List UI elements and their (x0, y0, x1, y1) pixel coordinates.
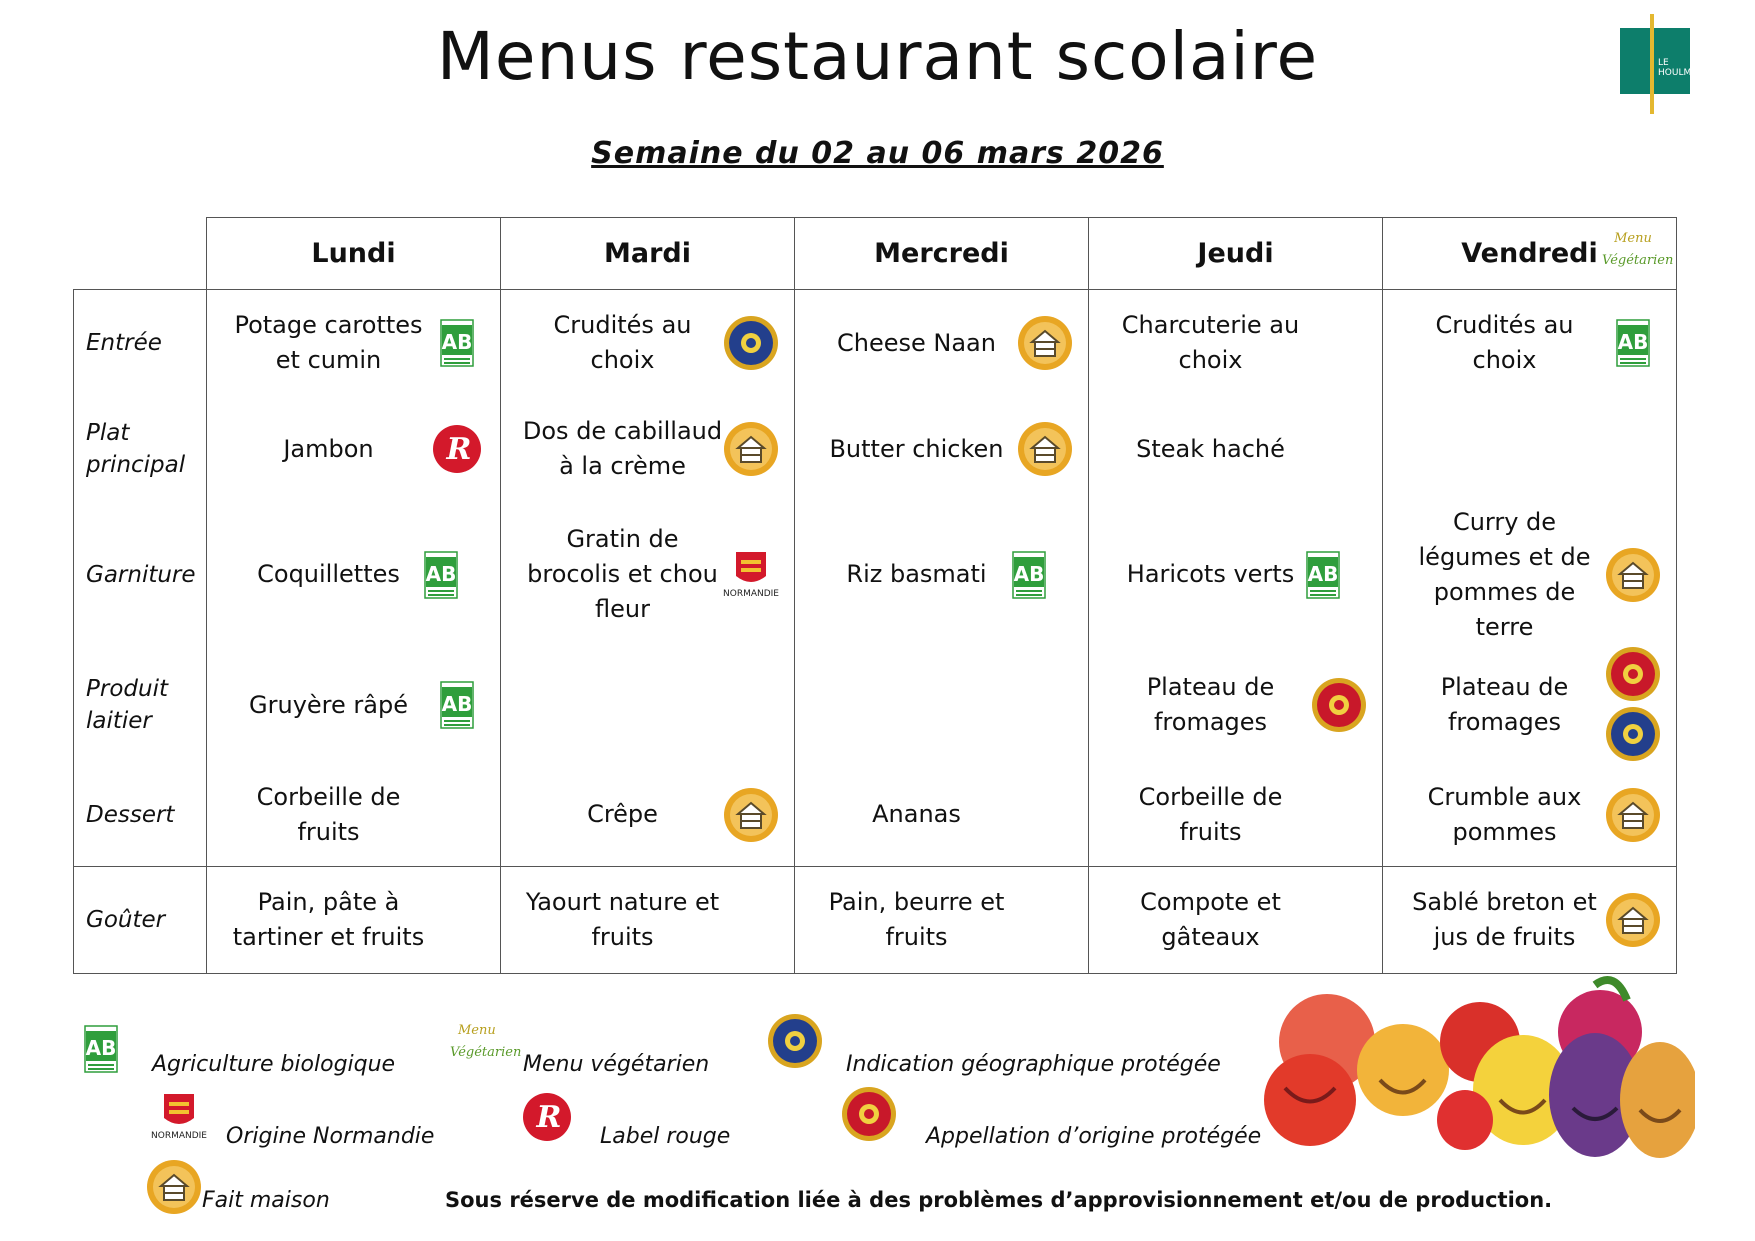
label-gouter: Goûter (86, 907, 166, 933)
igp-icon (722, 314, 780, 372)
row-labels (74, 290, 207, 867)
aop-icon (840, 1085, 898, 1143)
menu-cell: Dos de cabillaud à la crème (501, 396, 794, 502)
bio-ab-icon (412, 546, 470, 604)
day-column-jeudi (1089, 290, 1383, 867)
header-row (74, 218, 1677, 290)
legend-vegetarien: Menu végétarien (523, 1052, 710, 1077)
week-subtitle: Semaine du 02 au 06 mars 2026 (591, 136, 1164, 171)
label-entree: Entrée (86, 330, 162, 356)
menu-cell (795, 647, 1088, 763)
label-rouge-icon (428, 420, 486, 478)
menu-cell: Compote et gâteaux (1140, 888, 1281, 951)
menu-cell: Jambon (207, 396, 500, 502)
menu-cell: Sablé breton et jus de fruits (1383, 867, 1676, 973)
aop-icon (1310, 676, 1368, 734)
fait-maison-icon (722, 786, 780, 844)
label-dessert: Dessert (86, 801, 175, 828)
legend-bio: Agriculture biologique (152, 1052, 396, 1077)
fruits-vegetables-illustration (1255, 970, 1695, 1170)
fait-maison-icon (722, 420, 780, 478)
legend-fait-maison: Fait maison (202, 1188, 330, 1213)
menu-cell: Coquillettes (207, 502, 500, 647)
label-plat: Plat principal (86, 420, 186, 478)
menu-cell: Ananas (872, 800, 961, 828)
menu-cell (1383, 396, 1676, 502)
bio-ab-icon (1604, 314, 1662, 372)
day-header-mercredi: Mercredi (795, 218, 1089, 290)
menu-cell (501, 647, 794, 763)
legend-label-rouge: Label rouge (600, 1124, 731, 1149)
menu-cell: Corbeille de fruits (256, 782, 401, 846)
menu-cell: Crudités au choix (501, 290, 794, 396)
day-header-lundi: Lundi (207, 218, 501, 290)
gouter-row (74, 867, 1677, 974)
menu-cell: Gruyère râpé (207, 647, 500, 763)
day-header-mardi: Mardi (501, 218, 795, 290)
menu-cell: Crudités au choix (1383, 290, 1676, 396)
day-header-jeudi: Jeudi (1089, 218, 1383, 290)
bio-ab-icon (72, 1020, 130, 1078)
day-column-mercredi (795, 290, 1089, 867)
menu-cell: Plateau de fromages (1383, 647, 1676, 763)
label-laitier: Produit laitier (86, 676, 168, 734)
menu-cell: Cheese Naan (795, 290, 1088, 396)
bio-ab-icon (1000, 546, 1058, 604)
menu-cell: Yaourt nature et fruits (525, 888, 720, 951)
normandie-icon (722, 546, 780, 604)
menu-cell: Riz basmati (795, 502, 1088, 647)
menu-cell: Steak haché (1136, 434, 1285, 463)
fait-maison-icon (1604, 891, 1662, 949)
fait-maison-icon (1016, 314, 1074, 372)
menu-cell: Plateau de fromages (1089, 647, 1382, 763)
menu-cell: Corbeille de fruits (1138, 782, 1283, 846)
normandie-icon (150, 1088, 208, 1146)
menu-cell: Potage carottes et cumin (207, 290, 500, 396)
aop-icon (1604, 645, 1662, 703)
page-title: Menus restaurant scolaire (436, 18, 1319, 95)
igp-icon (1604, 705, 1662, 763)
menu-cell: Gratin de brocolis et chou fleur (501, 502, 794, 647)
legend-normandie: Origine Normandie (226, 1124, 435, 1149)
fait-maison-icon (1016, 420, 1074, 478)
legend-aop: Appellation d’origine protégée (926, 1124, 1262, 1149)
day-column-lundi (207, 290, 501, 867)
label-rouge-icon (518, 1088, 576, 1146)
bio-ab-icon (428, 676, 486, 734)
label-garniture: Garniture (86, 561, 196, 588)
disclaimer-note: Sous réserve de modification liée à des problèmes d’approvisionnement et/ou de production. (445, 1188, 1553, 1212)
menu-body (74, 290, 1677, 867)
fait-maison-icon (1604, 546, 1662, 604)
menu-cell: Crumble aux pommes (1383, 763, 1676, 866)
menu-table (73, 217, 1677, 974)
menu-vegetarien-icon: Menu Végétarien (1602, 231, 1674, 268)
legend-igp: Indication géographique protégée (846, 1052, 1221, 1077)
fait-maison-icon (1604, 786, 1662, 844)
menu-vegetarien-icon: Menu Végétarien (450, 1023, 522, 1060)
menu-cell: Charcuterie au choix (1121, 311, 1300, 374)
menu-cell: Curry de légumes et de pommes de terre (1383, 502, 1676, 647)
fait-maison-icon (145, 1158, 203, 1216)
day-column-mardi (501, 290, 795, 867)
igp-icon (766, 1012, 824, 1070)
menu-cell: Crêpe (501, 763, 794, 866)
menu-cell: Butter chicken (795, 396, 1088, 502)
day-header-vendredi-label: Vendredi (1461, 238, 1598, 269)
bio-ab-icon (428, 314, 486, 372)
menu-cell: Pain, beurre et fruits (828, 888, 1005, 951)
town-logo (1620, 28, 1697, 94)
menu-cell: Pain, pâte à tartiner et fruits (232, 888, 425, 951)
bio-ab-icon (1294, 546, 1352, 604)
day-column-vendredi (1383, 290, 1677, 867)
day-header-vendredi (1383, 218, 1677, 290)
menu-cell: Haricots verts (1089, 502, 1382, 647)
logo-text: LE HOULME (1658, 58, 1697, 78)
